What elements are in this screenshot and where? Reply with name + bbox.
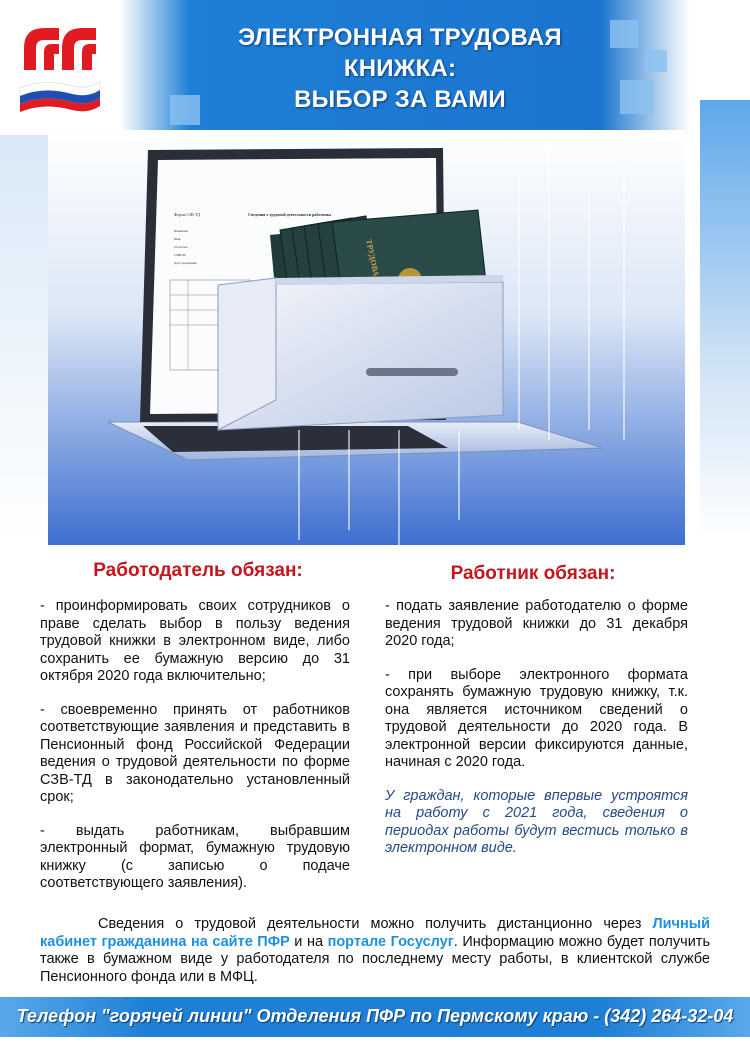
screen-form-label: Форма СЗВ-ТД [174,212,200,217]
employee-item-2: - при выборе электронного формата сохранять бумажную трудовую книжку, т.к. она является источником сведений о трудовой деятельности до 2020 года. В электронной версии фиксируются данные, начиная с 2020 года. [385,666,688,770]
employer-item-3: - выдать работникам, выбравшим электронный формат, бумажную трудовую книжку (с записью о подаче соответствующего заявления). [40,822,350,891]
employer-item-1: - проинформировать своих сотрудников о праве сделать выбор в пользу ведения трудовой книжки в электронном виде, либо сохранить ее бумажную версию до 31 октября 2020 года включительно; [40,598,350,684]
page-title [190,22,610,115]
employer-item-2: - своевременно принять от работников соответствующие заявления и представить в Пенсионный фонд Российской Федерации ведения о трудовой деятельности по форме СЗВ-ТД в законодательно установленный срок; [40,701,350,805]
employee-list [385,598,688,874]
decor-tile [620,80,654,114]
employee-note: У граждан, которые впервые устроятся на работу с 2021 года, сведения о периодах работы будут вестись только в электронном виде. [385,787,688,856]
hotline-text: Телефон "горячей линии" Отделения ПФР по Пермскому краю - (342) 264-32-04 [16,1006,734,1026]
bottom-text-2: и на [289,933,328,950]
screen-field-3: Отчество [174,245,188,249]
bottom-text-3: . Информацию можно будет получить также в бумажном виде у работодателя по последнему месту работы, в клиентской службе Пенсионного фонда или в МФЦ. [40,933,710,985]
screen-doc-title: Сведения о трудовой деятельности работника [248,212,331,217]
screen-field-4: СНИЛС [174,253,187,257]
screen-field-2: Имя [174,237,181,241]
bottom-text-1: Сведения о трудовой деятельности можно получить дистанционно через [98,916,653,932]
employee-title: Работник обязан: [450,563,616,584]
employer-list [40,598,350,909]
title-line-2: ВЫБОР ЗА ВАМИ [294,86,506,113]
screen-field-1: Фамилия [174,229,188,233]
decor-tile [645,50,667,72]
pfr-logo [14,18,104,113]
hero-illustration [48,130,685,545]
bottom-paragraph [40,916,710,986]
screen-field-5: Дата рождения [174,261,197,265]
decor-tile [610,20,638,48]
decor-stripe-right [700,100,750,540]
employee-item-1: - подать заявление работодателю о форме ведения трудовой книжки до 31 декабря 2020 года; [385,598,688,649]
decor-stripe-left [0,135,48,545]
gosuslugi-link[interactable]: портале Госуслуг [327,933,454,950]
title-line-1: ЭЛЕКТРОННАЯ ТРУДОВАЯ КНИЖКА: [238,24,562,82]
employer-title: Работодатель обязан: [93,560,303,581]
personal-cabinet-link[interactable]: Личный кабинет гражданина на сайте ПФР [40,916,710,950]
